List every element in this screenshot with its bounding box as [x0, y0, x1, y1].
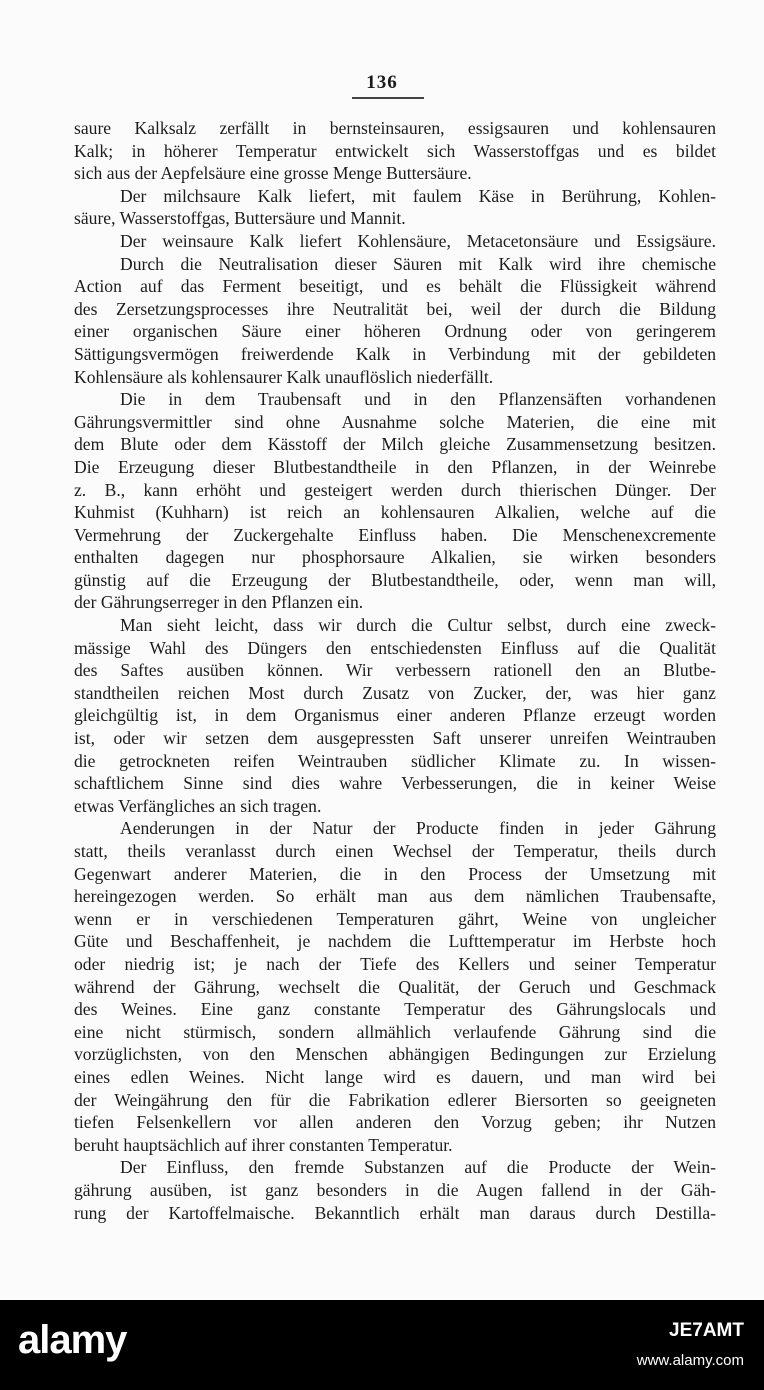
text-line: statt, theils veranlasst durch einen Wechsel der Temperatur, theils durch — [74, 841, 716, 861]
alamy-logo: alamy — [18, 1318, 127, 1362]
text-line: z. B., kann erhöht und gesteigert werden durch thierischen Dünger. Der — [74, 479, 716, 500]
text-line: eines edlen Weines. Nicht lange wird es dauern, und man wird bei — [74, 1066, 716, 1087]
text-line: eine nicht stürmisch, sondern allmählich verlaufende Gährung sind die — [74, 1021, 716, 1042]
text-line: des Weines. Eine ganz constante Temperatur des Gährungslocals und — [74, 999, 716, 1020]
text-line: säure, Wasserstoffgas, Buttersäure und Mannit. — [74, 208, 406, 229]
text-line: sich aus der Aepfelsäure eine grosse Menge Buttersäure. — [74, 163, 472, 184]
text-line: rung der Kartoffelmaische. Bekanntlich erhält man daraus durch Destilla- — [74, 1202, 716, 1223]
paragraph-first-line: Man sieht leicht, dass wir durch die Cultur selbst, durch eine zweck- — [120, 615, 716, 636]
text-line: Gegenwart anderer Materien, die in den Process der Umsetzung mit — [74, 863, 716, 884]
text-line: Action auf das Ferment beseitigt, und es behält die Flüssigkeit während — [74, 276, 716, 297]
site-url-label: www.alamy.com — [636, 1352, 744, 1369]
text-line: die getrockneten reifen Weintrauben südlicher Klimate zu. In wissen- — [74, 750, 716, 771]
page-number-rule — [352, 97, 424, 99]
text-line: Gährungsvermittler sind ohne Ausnahme solche Materien, die eine mit — [74, 411, 716, 432]
paragraph-first-line: Aenderungen in der Natur der Producte finden in jeder Gährung — [120, 818, 716, 839]
text-line: einer organischen Säure einer höheren Ordnung oder von geringerem — [74, 321, 716, 342]
page-number: 136 — [366, 72, 398, 93]
text-line: saure Kalksalz zerfällt in bernsteinsauren, essigsauren und kohlensauren — [74, 118, 716, 138]
text-line: schaftlichem Sinne sind dies wahre Verbesserungen, die in keiner Weise — [74, 773, 716, 794]
text-line: beruht hauptsächlich auf ihrer constanten Temperatur. — [74, 1134, 453, 1155]
text-line: des Zersetzungsprocesses ihre Neutralität bei, weil der durch die Bildung — [74, 298, 716, 319]
text-line: Sättigungsvermögen freiwerdende Kalk in Verbindung mit der gebildeten — [74, 343, 716, 364]
text-line: hereingezogen werden. So erhält man aus dem nämlichen Traubensafte, — [74, 886, 716, 907]
text-line: Kohlensäure als kohlensaurer Kalk unauflöslich niederfällt. — [74, 366, 494, 387]
text-line: der Gährungserreger in den Pflanzen ein. — [74, 592, 364, 613]
text-line: standtheilen reichen Most durch Zusatz von Zucker, der, was hier ganz — [74, 682, 716, 703]
text-line: enthalten dagegen nur phosphorsaure Alkalien, sie wirken besonders — [74, 547, 716, 568]
text-line: Güte und Beschaffenheit, je nachdem die Lufttemperatur im Herbste hoch — [74, 931, 716, 952]
paragraph-first-line: Durch die Neutralisation dieser Säuren mit Kalk wird ihre chemische — [120, 253, 716, 274]
text-line: etwas Verfängliches an sich tragen. — [74, 795, 322, 816]
text-line: gleichgültig ist, in dem Organismus einer anderen Pflanze erzeugt worden — [74, 705, 716, 726]
body-text — [74, 117, 716, 1224]
text-line: Kalk; in höherer Temperatur entwickelt sich Wasserstoffgas und es bildet — [74, 140, 716, 161]
text-line: Vermehrung der Zuckergehalte Einfluss haben. Die Menschenexcremente — [74, 524, 716, 545]
paragraph-first-line: Der milchsaure Kalk liefert, mit faulem Käse in Berührung, Kohlen- — [120, 185, 716, 206]
text-line: Kuhmist (Kuhharn) ist reich an kohlensauren Alkalien, welche auf die — [74, 502, 716, 523]
text-line: gährung ausüben, ist ganz besonders in die Augen fallend in der Gäh- — [74, 1179, 716, 1200]
text-line: der Weingährung den für die Fabrikation edlerer Biersorten so geeigneten — [74, 1089, 716, 1110]
image-id-label: JE7AMT — [669, 1320, 744, 1341]
text-line: günstig auf die Erzeugung der Blutbestandtheile, oder, wenn man will, — [74, 569, 716, 590]
text-line: während der Gährung, wechselt die Qualität, der Geruch und Geschmack — [74, 976, 716, 997]
text-line: mässige Wahl des Düngers den entschiedensten Einfluss auf die Qualität — [74, 637, 716, 658]
text-line: dem Blute oder dem Kässtoff der Milch gleiche Zusammensetzung besitzen. — [74, 434, 716, 455]
text-line: des Saftes ausüben können. Wir verbessern rationell den an Blutbe- — [74, 660, 716, 681]
text-line: ist, oder wir setzen dem ausgepressten Saft unserer unreifen Weintrauben — [74, 728, 716, 749]
text-line: oder niedrig ist; je nach der Tiefe des Kellers und seiner Temperatur — [74, 953, 716, 974]
text-line: vorzüglichsten, von den Menschen abhängigen Bedingungen zur Erzielung — [74, 1044, 716, 1065]
paragraph-first-line: Der weinsaure Kalk liefert Kohlensäure, Metacetonsäure und Essigsäure. — [120, 230, 716, 251]
text-line: wenn er in verschiedenen Temperaturen gährt, Weine von ungleicher — [74, 908, 716, 929]
text-line: tiefen Felsenkellern vor allen anderen den Vorzug geben; ihr Nutzen — [74, 1112, 716, 1133]
text-line: Die Erzeugung dieser Blutbestandtheile in den Pflanzen, in der Weinrebe — [74, 456, 716, 477]
paragraph-first-line: Der Einfluss, den fremde Substanzen auf die Producte der Wein- — [120, 1157, 716, 1178]
paragraph-first-line: Die in dem Traubensaft und in den Pflanzensäften vorhandenen — [120, 389, 716, 410]
